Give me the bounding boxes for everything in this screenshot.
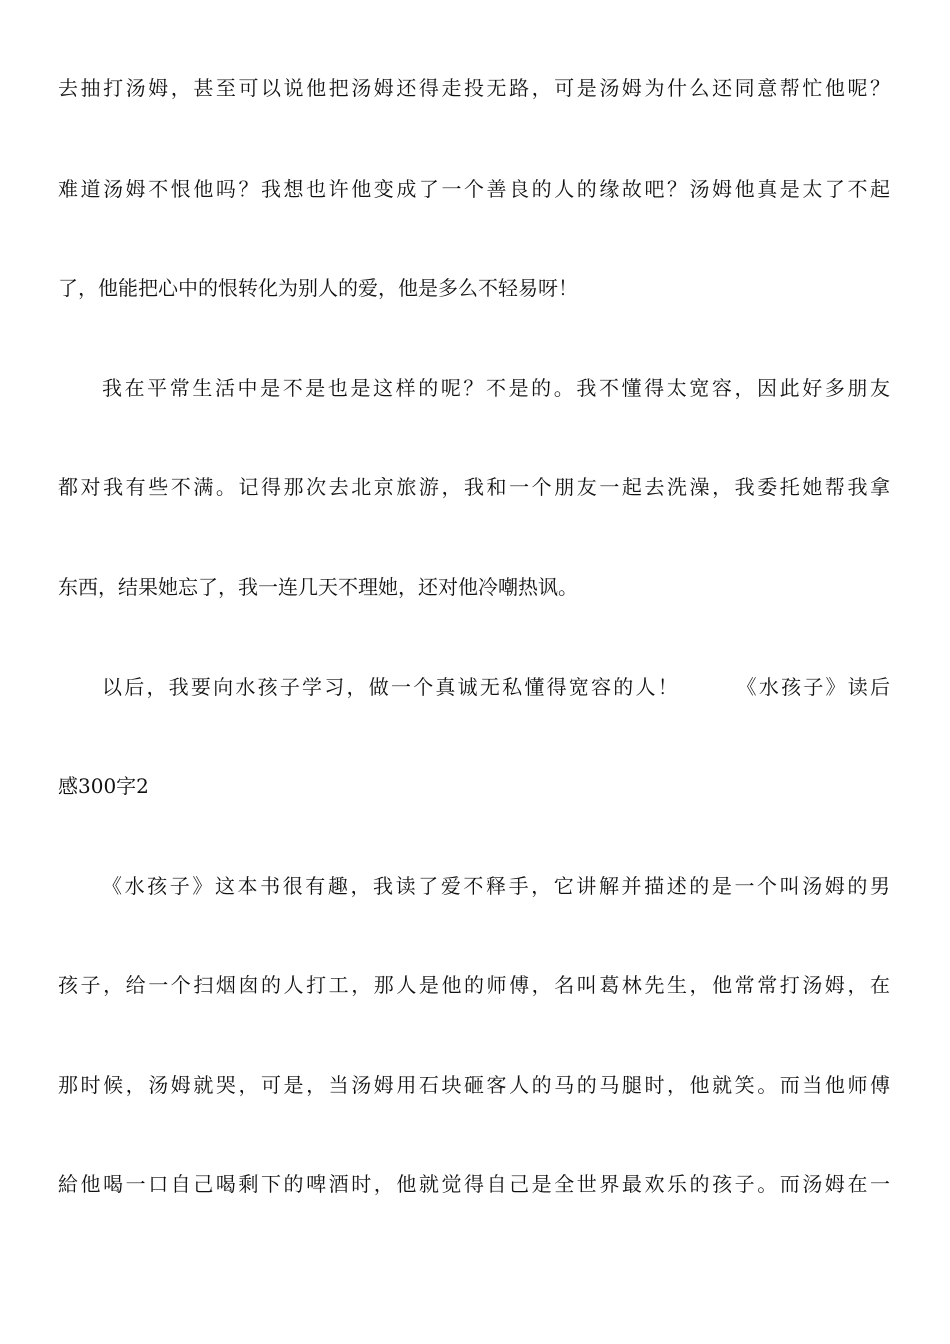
text-line: 給他喝一口自己喝剩下的啤酒时，他就觉得自己是全世界最欢乐的孩子。而汤姆在一: [58, 1172, 890, 1196]
text-line: 孩子，给一个扫烟囱的人打工，那人是他的师傅，名叫葛林先生，他常常打汤姆，在: [58, 973, 890, 997]
text-line: 感300字2: [58, 774, 149, 798]
paragraph-start-line: 《水孩子》这本书很有趣，我读了爱不释手，它讲解并描述的是一个叫汤姆的男: [102, 874, 890, 898]
text-line: 难道汤姆不恨他吗？我想也许他变成了一个善良的人的缘故吧？汤姆他真是太了不起: [58, 177, 890, 201]
paragraph-start-line: 我在平常生活中是不是也是这样的呢？不是的。我不懂得太宽容，因此好多朋友: [102, 376, 890, 400]
text-line: 了，他能把心中的恨转化为别人的爱，他是多么不轻易呀！: [58, 276, 578, 300]
text-line: 东西，结果她忘了，我一连几天不理她，还对他冷嘲热讽。: [58, 575, 578, 599]
text-line: 那时候，汤姆就哭，可是，当汤姆用石块砸客人的马的马腿时，他就笑。而当他师傅: [58, 1073, 890, 1097]
text-line: 去抽打汤姆，甚至可以说他把汤姆还得走投无路，可是汤姆为什么还同意帮忙他呢？: [58, 76, 890, 100]
paragraph-start-line: 以后，我要向水孩子学习，做一个真诚无私懂得宽容的人！ 《水孩子》读后: [102, 675, 890, 699]
text-line: 都对我有些不满。记得那次去北京旅游，我和一个朋友一起去洗澡，我委托她帮我拿: [58, 475, 890, 499]
